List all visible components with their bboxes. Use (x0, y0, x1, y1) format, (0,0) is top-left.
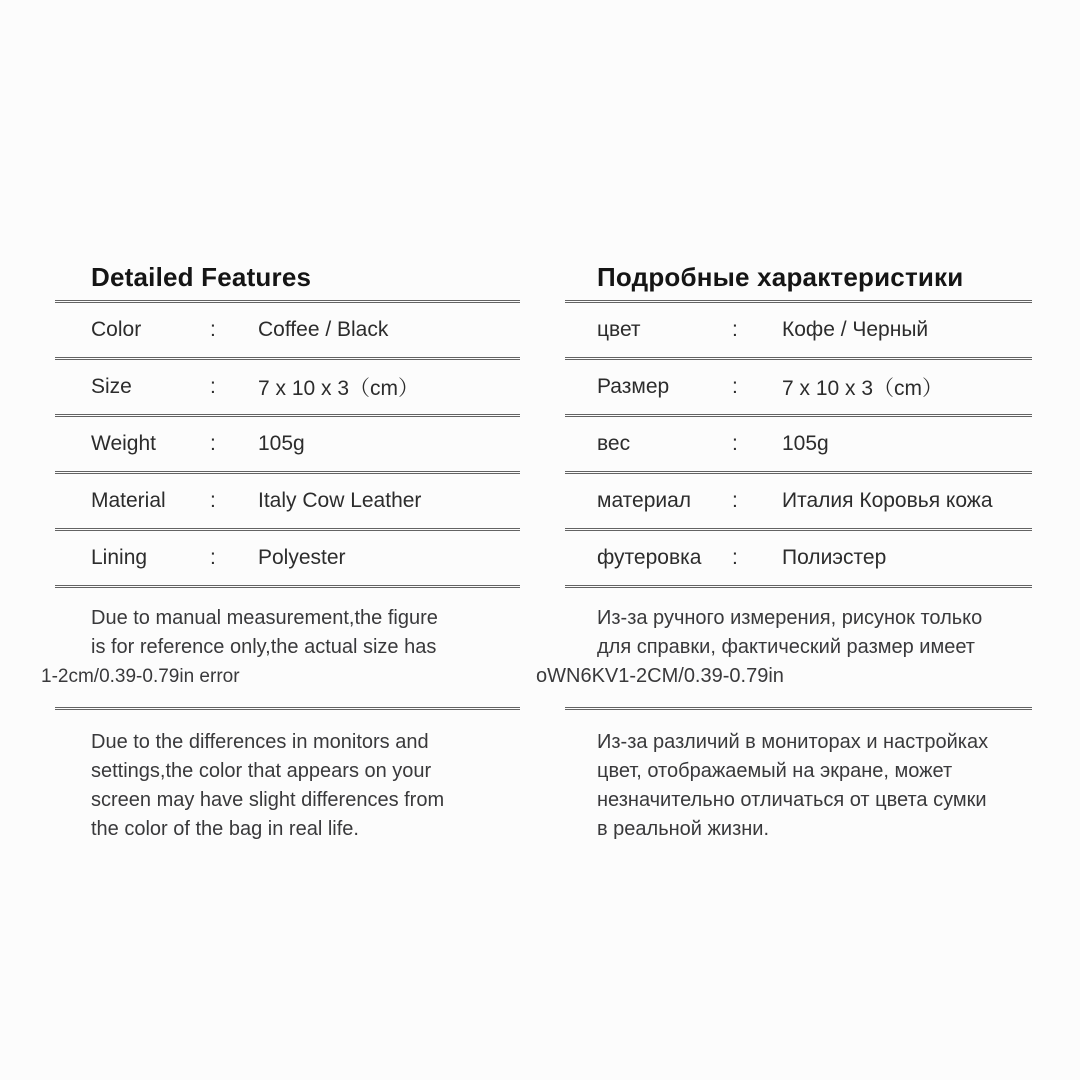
spec-label: Size (91, 375, 132, 398)
spec-colon: : (732, 432, 738, 455)
spec-colon: : (732, 318, 738, 341)
spec-value: 105g (782, 432, 829, 455)
color-disclaimer (565, 710, 1032, 844)
spec-label: футеровка (597, 546, 702, 569)
spec-label: Weight (91, 432, 156, 455)
spec-column-russian (536, 255, 1032, 844)
note-line: settings,the color that appears on your (91, 760, 432, 782)
spec-value: Италия Коровья кожа (782, 489, 993, 512)
note-line: screen may have slight differences from (91, 789, 445, 811)
spec-label: материал (597, 489, 692, 512)
spec-colon: : (210, 375, 216, 398)
spec-row-weight (565, 417, 1032, 474)
note-line: Due to manual measurement,the figure (91, 607, 438, 629)
spec-label: Размер (597, 375, 670, 398)
spec-row-material (55, 474, 520, 531)
color-disclaimer (55, 710, 520, 844)
spec-value: 105g (258, 432, 305, 455)
measurement-disclaimer (536, 588, 1032, 710)
spec-row-weight (55, 417, 520, 474)
note-line: the color of the bag in real life. (91, 818, 359, 840)
spec-colon: : (210, 318, 216, 341)
note-line: is for reference only,the actual size has (91, 636, 437, 658)
spec-value: Coffee / Black (258, 318, 389, 341)
spec-value: 7 x 10 x 3（cm） (258, 377, 420, 400)
note-line: цвет, отображаемый на экране, может (597, 760, 953, 782)
spec-colon: : (210, 489, 216, 512)
spec-row-size (55, 360, 520, 417)
spec-value: Полиэстер (782, 546, 887, 569)
spec-colon: : (732, 375, 738, 398)
spec-label: Color (91, 318, 142, 341)
column-title: Подробные характеристики (565, 255, 1032, 303)
spec-label: Lining (91, 546, 148, 569)
note-line: Из-за ручного измерения, рисунок только (597, 607, 983, 629)
spec-row-color (55, 303, 520, 360)
spec-label: цвет (597, 318, 641, 341)
spec-row-lining (55, 531, 520, 588)
spec-label: вес (597, 432, 631, 455)
spec-value: Polyester (258, 546, 346, 569)
note-line: Из-за различий в мониторах и настройках (597, 731, 989, 753)
note-line: Due to the differences in monitors and (91, 731, 429, 753)
spec-colon: : (210, 546, 216, 569)
note-line-overflow: 1-2cm/0.39-0.79in error (41, 666, 240, 687)
spec-value: Italy Cow Leather (258, 489, 422, 512)
note-line: незначительно отличаться от цвета сумки (597, 789, 987, 811)
note-line-overflow: oWN6KV1-2CM/0.39-0.79in (536, 665, 784, 687)
spec-colon: : (732, 546, 738, 569)
spec-column-english (41, 255, 520, 844)
spec-colon: : (732, 489, 738, 512)
spec-colon: : (210, 432, 216, 455)
spec-value: 7 x 10 x 3（cm） (782, 377, 944, 400)
measurement-disclaimer (41, 588, 520, 710)
spec-row-lining (565, 531, 1032, 588)
spec-label: Material (91, 489, 166, 512)
note-line: для справки, фактический размер имеет (597, 636, 975, 658)
spec-value: Кофе / Черный (782, 318, 929, 341)
column-title: Detailed Features (55, 255, 520, 303)
spec-row-color (565, 303, 1032, 360)
spec-row-size (565, 360, 1032, 417)
spec-row-material (565, 474, 1032, 531)
note-line: в реальной жизни. (597, 818, 770, 840)
